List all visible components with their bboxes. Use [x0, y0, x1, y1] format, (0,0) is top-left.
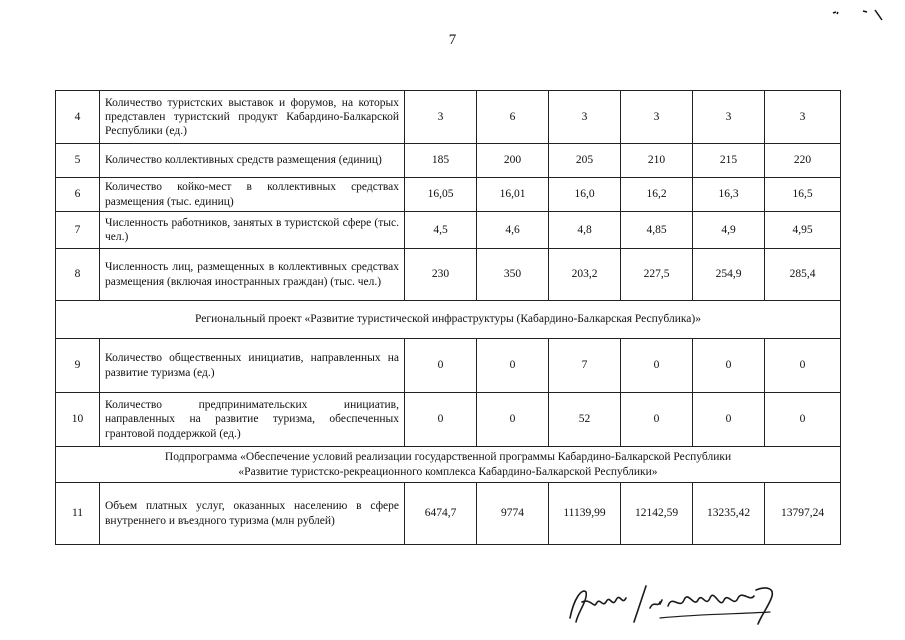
value-cell: 6: [477, 91, 549, 144]
table-row: [56, 339, 841, 393]
value-cell: 230: [405, 249, 477, 301]
value-cell: 227,5: [621, 249, 693, 301]
value-cell: 185: [405, 144, 477, 178]
table-row: [56, 144, 841, 178]
row-number: 10: [56, 393, 100, 447]
value-cell: 3: [693, 91, 765, 144]
section-row: [56, 447, 841, 483]
section-title-line-2: «Развитие туристско-рекреационного комплекса Кабардино-Балкарской Республики»: [238, 465, 658, 478]
table-row: [56, 249, 841, 301]
value-cell: 11139,99: [549, 483, 621, 545]
row-number: 5: [56, 144, 100, 178]
value-cell: 4,5: [405, 212, 477, 249]
value-cell: 0: [477, 393, 549, 447]
value-cell: 254,9: [693, 249, 765, 301]
value-cell: 285,4: [765, 249, 841, 301]
value-cell: 9774: [477, 483, 549, 545]
value-cell: 13797,24: [765, 483, 841, 545]
value-cell: 0: [765, 393, 841, 447]
value-cell: 3: [405, 91, 477, 144]
value-cell: 6474,7: [405, 483, 477, 545]
indicator-description: Численность лиц, размещенных в коллективных средствах размещения (включая иностранных граждан) (тыс. чел.): [100, 249, 405, 301]
value-cell: 16,01: [477, 178, 549, 212]
row-number: 11: [56, 483, 100, 545]
corner-scan-marks: [825, 4, 885, 28]
indicator-description: Количество предпринимательских инициатив, направленных на развитие туризма, обеспеченных грантовой поддержкой (ед.): [100, 393, 405, 447]
value-cell: 16,5: [765, 178, 841, 212]
table-row: [56, 393, 841, 447]
value-cell: 16,2: [621, 178, 693, 212]
value-cell: 3: [621, 91, 693, 144]
value-cell: 13235,42: [693, 483, 765, 545]
table-row: [56, 178, 841, 212]
value-cell: 0: [621, 339, 693, 393]
value-cell: 0: [621, 393, 693, 447]
value-cell: 7: [549, 339, 621, 393]
value-cell: 3: [549, 91, 621, 144]
value-cell: 52: [549, 393, 621, 447]
table-row: [56, 212, 841, 249]
value-cell: 200: [477, 144, 549, 178]
value-cell: 203,2: [549, 249, 621, 301]
row-number: 7: [56, 212, 100, 249]
value-cell: 0: [405, 339, 477, 393]
value-cell: 0: [477, 339, 549, 393]
section-title: Региональный проект «Развитие туристической инфраструктуры (Кабардино-Балкарская Республика)»: [195, 313, 701, 326]
value-cell: 4,95: [765, 212, 841, 249]
table-row: [56, 483, 841, 545]
row-number: 6: [56, 178, 100, 212]
value-cell: 0: [765, 339, 841, 393]
value-cell: 0: [405, 393, 477, 447]
value-cell: 12142,59: [621, 483, 693, 545]
value-cell: 4,8: [549, 212, 621, 249]
indicator-description: Численность работников, занятых в туристской сфере (тыс. чел.): [100, 212, 405, 249]
value-cell: 0: [693, 393, 765, 447]
value-cell: 4,9: [693, 212, 765, 249]
section-heading-subprogram: [56, 447, 841, 483]
row-number: 4: [56, 91, 100, 144]
value-cell: 205: [549, 144, 621, 178]
page-number: 7: [448, 32, 457, 48]
row-number: 8: [56, 249, 100, 301]
value-cell: 220: [765, 144, 841, 178]
value-cell: 4,85: [621, 212, 693, 249]
indicator-description: Количество туристских выставок и форумов, на которых представлен туристский продукт Кабардино-Балкарской Республики (ед.): [100, 91, 405, 144]
value-cell: 210: [621, 144, 693, 178]
indicator-description: Количество коллективных средств размещения (единиц): [100, 144, 405, 178]
indicator-description: Объем платных услуг, оказанных населению в сфере внутреннего и въездного туризма (млн рублей): [100, 483, 405, 545]
value-cell: 0: [693, 339, 765, 393]
value-cell: 3: [765, 91, 841, 144]
section-title-line-1: Подпрограмма «Обеспечение условий реализации государственной программы Кабардино-Балкарской Республики: [164, 451, 732, 464]
section-heading-regional: [56, 301, 841, 339]
table-row: [56, 91, 841, 144]
value-cell: 4,6: [477, 212, 549, 249]
row-number: 9: [56, 339, 100, 393]
indicator-description: Количество общественных инициатив, направленных на развитие туризма (ед.): [100, 339, 405, 393]
section-row: [56, 301, 841, 339]
value-cell: 16,3: [693, 178, 765, 212]
value-cell: 16,05: [405, 178, 477, 212]
value-cell: 215: [693, 144, 765, 178]
value-cell: 16,0: [549, 178, 621, 212]
indicators-table: [55, 90, 841, 545]
handwritten-signature: [560, 578, 790, 630]
value-cell: 350: [477, 249, 549, 301]
indicator-description: Количество койко-мест в коллективных средствах размещения (тыс. единиц): [100, 178, 405, 212]
